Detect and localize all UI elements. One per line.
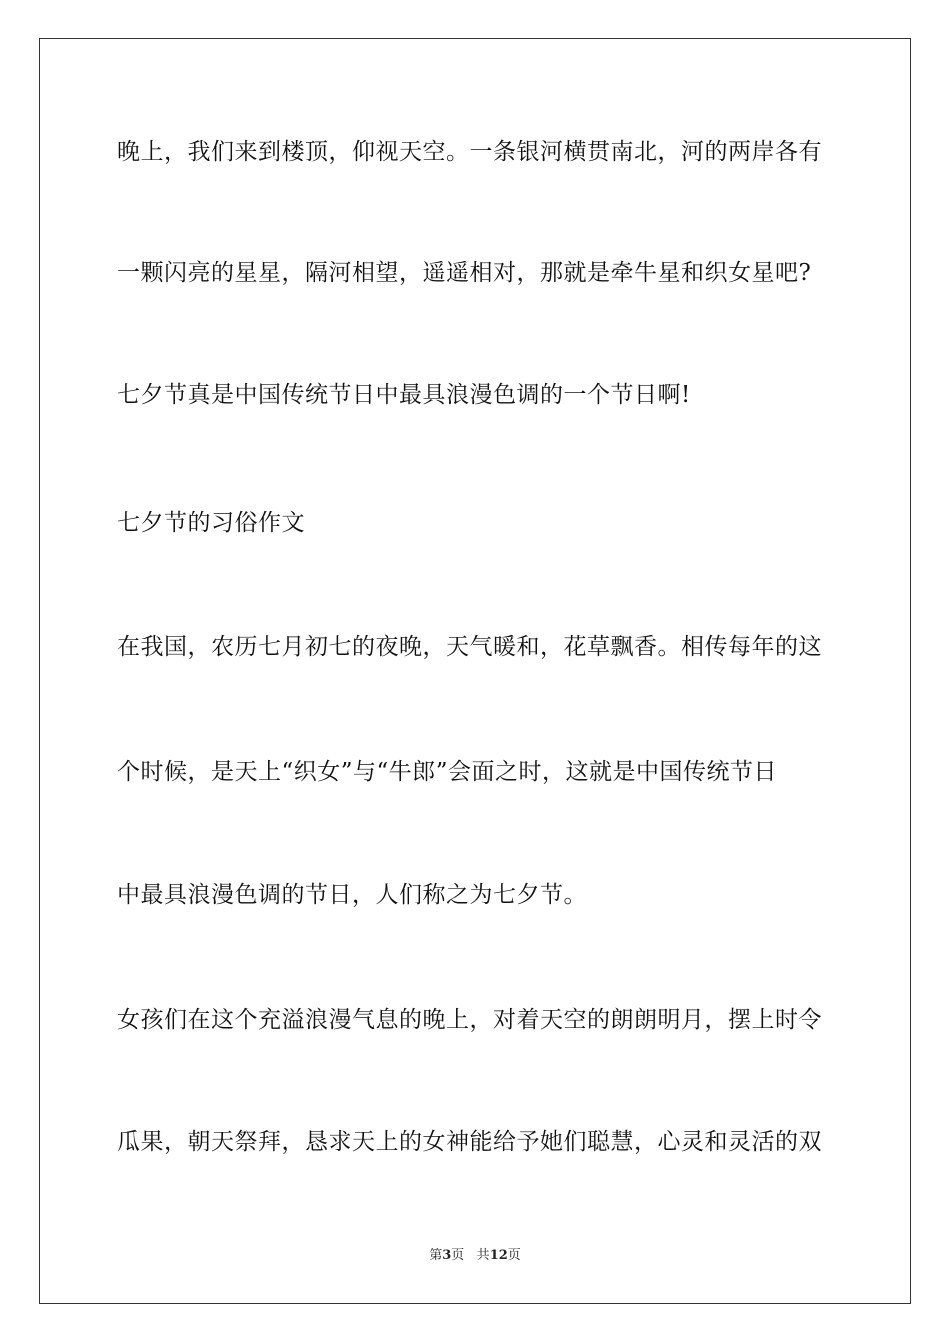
footer-total-suffix: 页 [507,1248,521,1263]
section-heading: 七夕节的习俗作文 [117,510,305,536]
paragraph-line-9: 瓜果，朝天祭拜，恳求天上的女神能给予她们聪慧，心灵和灵活的双 [117,1129,822,1155]
page-footer [0,1247,950,1265]
footer-page-prefix: 第 [429,1248,443,1263]
paragraph-line-5: 在我国，农历七月初七的夜晚，天气暖和，花草飘香。相传每年的这 [117,634,822,660]
footer-page-number: 3 [442,1248,452,1263]
footer-total-prefix: 共 [476,1248,490,1263]
footer-total-pages: 12 [489,1248,508,1263]
page-border [39,38,911,1304]
paragraph-line-8: 女孩们在这个充溢浪漫气息的晚上，对着天空的朗朗明月，摆上时令 [117,1007,822,1033]
paragraph-line-1: 晚上，我们来到楼顶，仰视天空。一条银河横贯南北，河的两岸各有 [117,139,822,165]
paragraph-line-7: 中最具浪漫色调的节日，人们称之为七夕节。 [117,882,587,908]
paragraph-line-2: 一颗闪亮的星星，隔河相望，遥遥相对，那就是牵牛星和织女星吧? [117,260,812,286]
footer-page-suffix: 页 [451,1248,465,1263]
paragraph-line-3: 七夕节真是中国传统节日中最具浪漫色调的一个节日啊! [117,382,691,408]
paragraph-line-6: 个时候，是天上“织女”与“牛郎”会面之时，这就是中国传统节日 [117,759,778,785]
